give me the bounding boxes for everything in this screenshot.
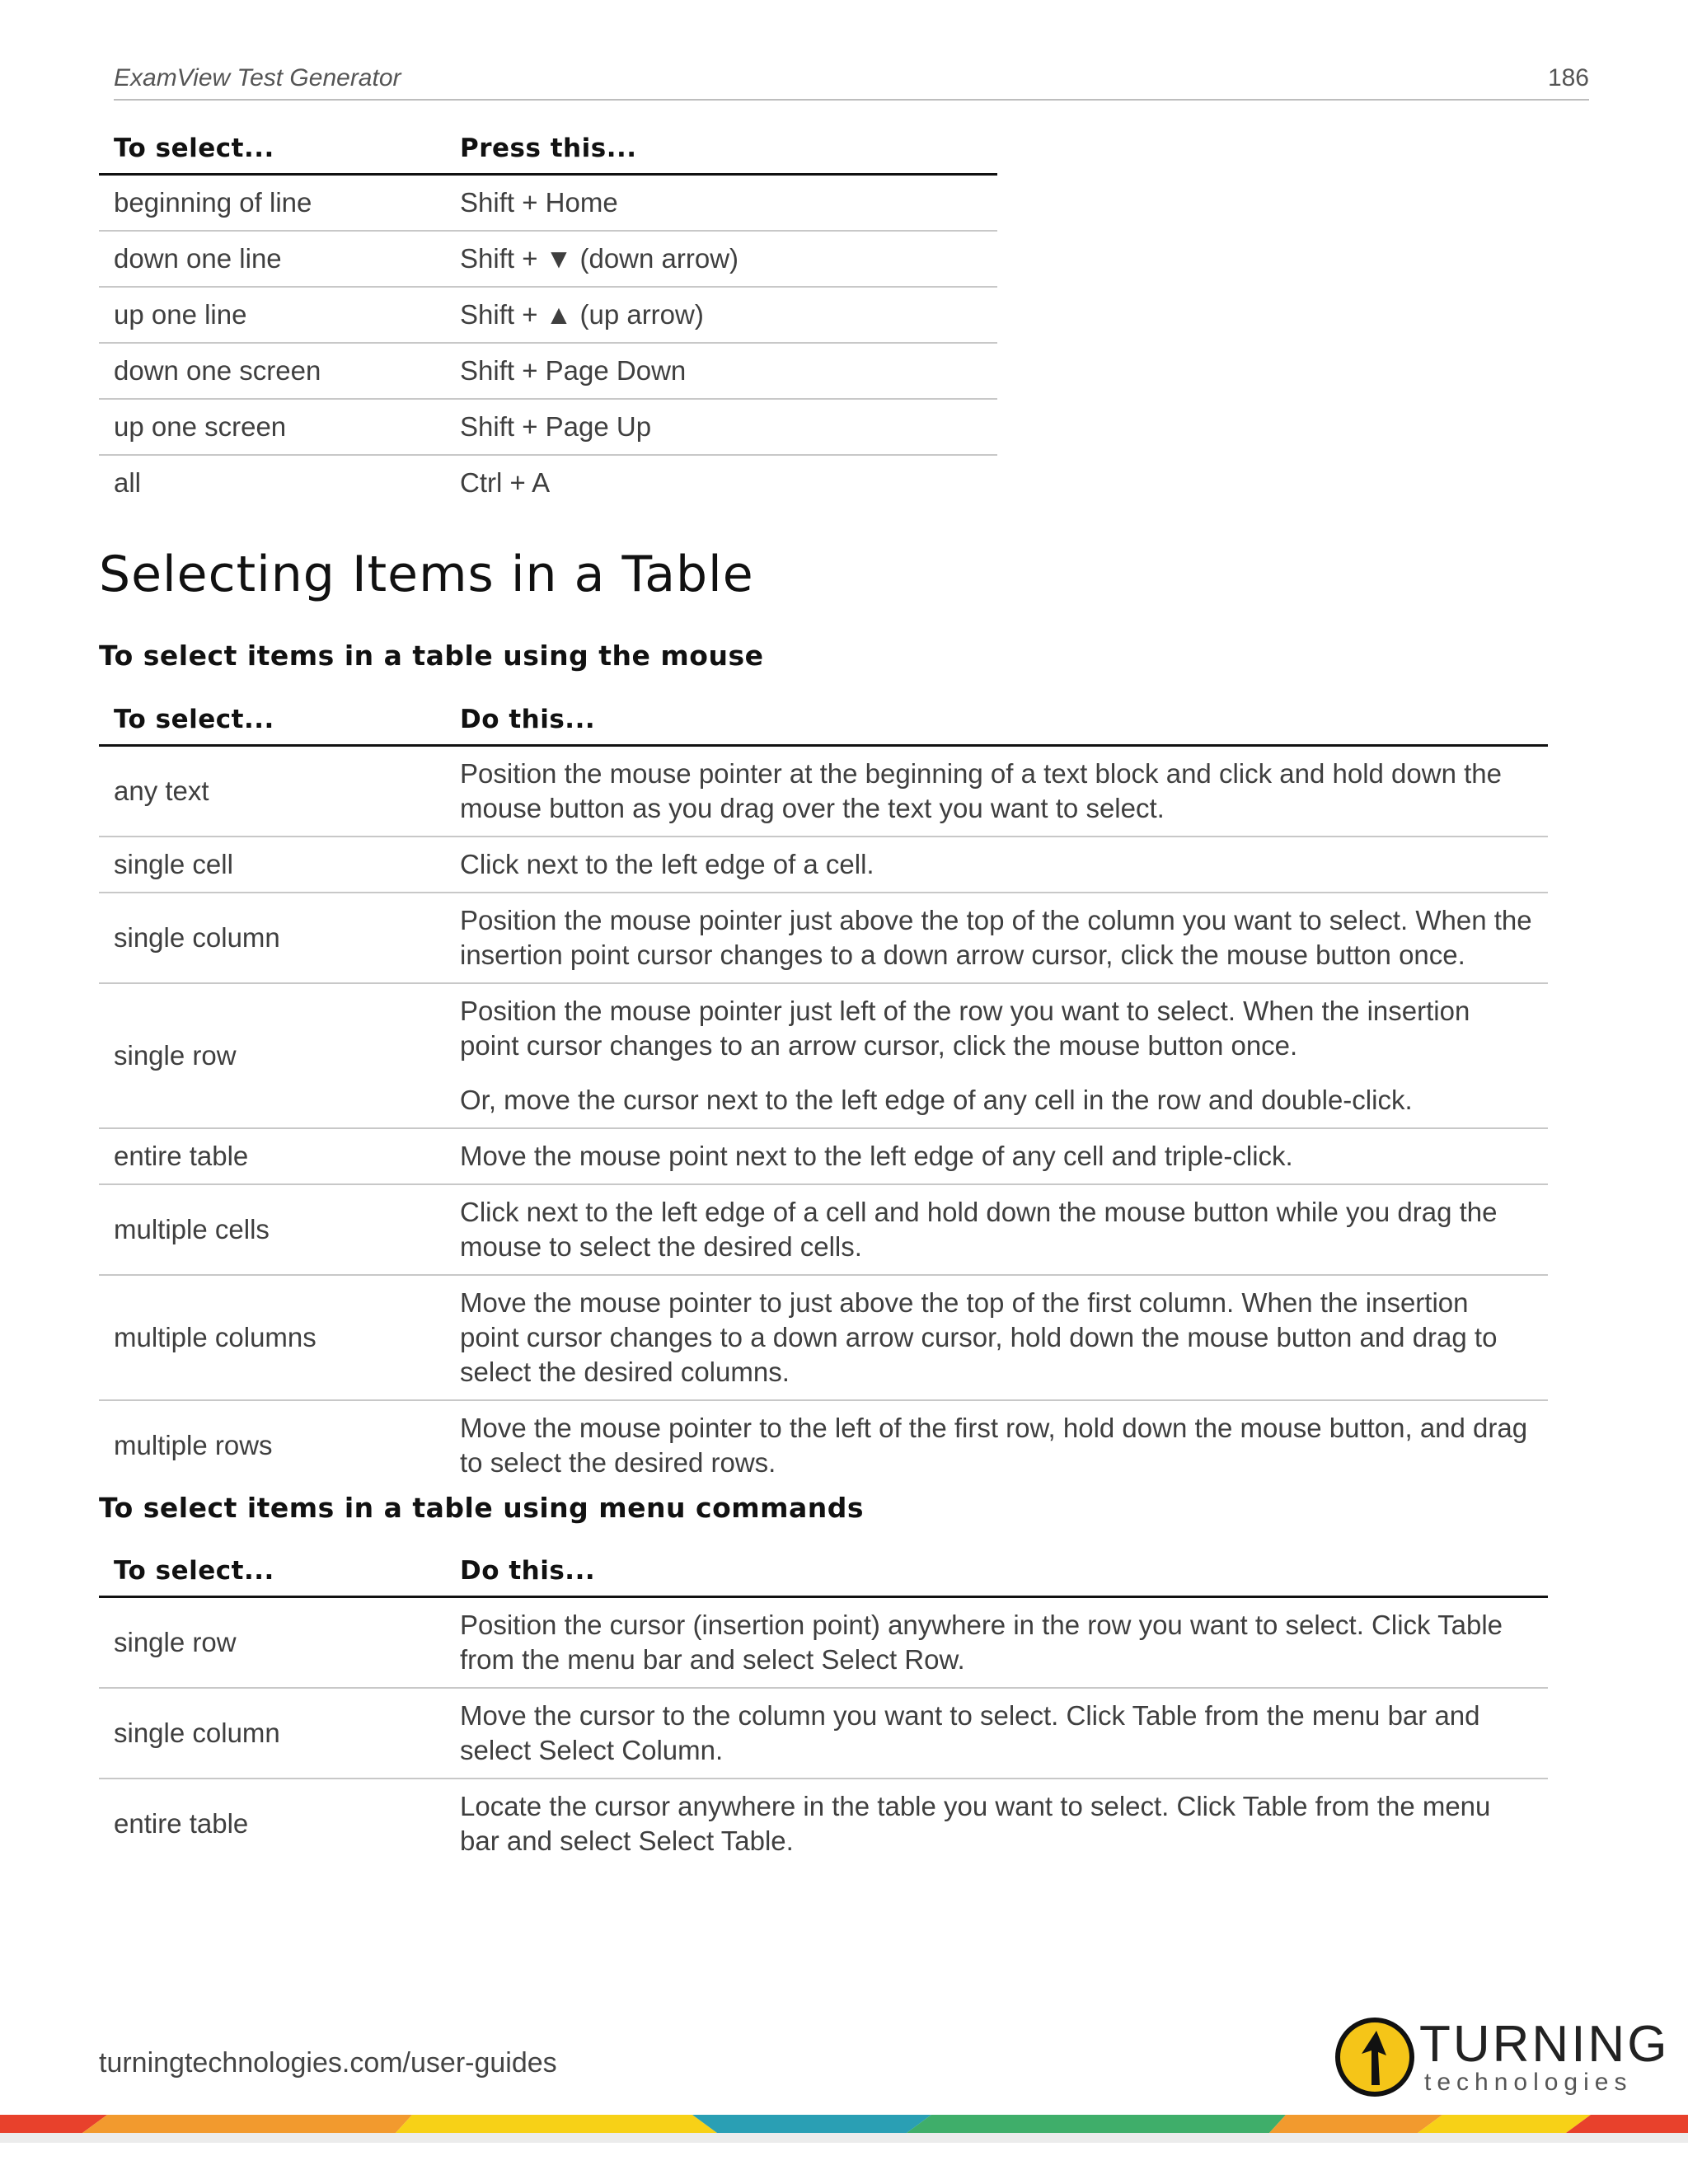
selection-target: single row bbox=[99, 1597, 445, 1689]
key-combination: Ctrl + A bbox=[460, 467, 551, 498]
selection-target: down one line bbox=[99, 231, 445, 287]
table-row bbox=[99, 1597, 1548, 1689]
instruction: Position the cursor (insertion point) anywhere in the row you want to select. Click Table from the menu bar and select Select Row. bbox=[445, 1597, 1548, 1689]
table-row bbox=[99, 1275, 1548, 1400]
instruction: Click next to the left edge of a cell. bbox=[445, 837, 1548, 893]
table-row bbox=[99, 231, 997, 287]
selection-target: single column bbox=[99, 893, 445, 983]
column-header-press-this: Press this... bbox=[445, 120, 997, 175]
footer-color-stripe bbox=[0, 2115, 1688, 2143]
section-title: Selecting Items in a Table bbox=[99, 546, 754, 603]
instruction: Move the mouse point next to the left edge of any cell and triple-click. bbox=[445, 1128, 1548, 1184]
table-row bbox=[99, 343, 997, 399]
instruction: Click next to the left edge of a cell and hold down the mouse button while you drag the mouse to select the desired cells. bbox=[445, 1184, 1548, 1275]
table-header-row bbox=[99, 691, 1548, 746]
table-row bbox=[99, 287, 997, 343]
table-row bbox=[99, 175, 997, 232]
selection-target: multiple columns bbox=[99, 1275, 445, 1400]
table-row bbox=[99, 1688, 1548, 1779]
selection-target: beginning of line bbox=[99, 175, 445, 232]
selection-target: down one screen bbox=[99, 343, 445, 399]
logo-wordmark: TURNING bbox=[1419, 2016, 1670, 2073]
column-header-to-select: To select... bbox=[99, 120, 445, 175]
table-row bbox=[99, 837, 1548, 893]
column-header-do-this: Do this... bbox=[445, 1543, 1548, 1597]
page-header bbox=[114, 61, 1589, 101]
selection-target: multiple cells bbox=[99, 1184, 445, 1275]
table-row bbox=[99, 455, 997, 510]
key-combination: Shift + ▲ (up arrow) bbox=[445, 287, 997, 343]
key-combination: Shift + Page Down bbox=[445, 343, 997, 399]
key-combination: Shift + Home bbox=[445, 175, 997, 232]
instruction: Move the mouse pointer to the left of the first row, hold down the mouse button, and drag to select the desired rows. bbox=[460, 1413, 1528, 1478]
table-row bbox=[99, 983, 1548, 1128]
selection-target: up one screen bbox=[99, 399, 445, 455]
column-header-to-select: To select... bbox=[99, 1543, 445, 1597]
instruction bbox=[445, 983, 1548, 1128]
mouse-subheading: To select items in a table using the mouse bbox=[99, 640, 764, 672]
keyboard-selection-table bbox=[99, 120, 997, 510]
table-row bbox=[99, 746, 1548, 837]
table-row bbox=[99, 1400, 1548, 1490]
table-row bbox=[99, 399, 997, 455]
selection-target: single cell bbox=[99, 837, 445, 893]
arrow-up-circle-icon bbox=[1335, 2018, 1414, 2097]
selection-target: single column bbox=[99, 1688, 445, 1779]
selection-target: multiple rows bbox=[114, 1430, 273, 1460]
column-header-to-select: To select... bbox=[99, 691, 445, 746]
page-number: 186 bbox=[1547, 64, 1589, 91]
menu-selection-table bbox=[99, 1543, 1548, 1868]
logo-subtitle: technologies bbox=[1424, 2069, 1633, 2096]
instruction: Move the cursor to the column you want to select. Click Table from the menu bar and select Select Column. bbox=[445, 1688, 1548, 1779]
instruction-paragraph: Position the mouse pointer just left of the row you want to select. When the insertion point cursor changes to an arrow cursor, click the mouse button once. bbox=[460, 996, 1470, 1061]
instruction-paragraph: Or, move the cursor next to the left edge of any cell in the row and double-click. bbox=[460, 1085, 1413, 1115]
key-combination: Shift + Page Up bbox=[445, 399, 997, 455]
selection-target: all bbox=[114, 467, 142, 498]
column-header-do-this: Do this... bbox=[445, 691, 1548, 746]
turning-technologies-logo bbox=[1335, 2016, 1670, 2098]
instruction: Position the mouse pointer just above the top of the column you want to select. When the insertion point cursor changes to a down arrow cursor, click the mouse button once. bbox=[445, 893, 1548, 983]
table-row bbox=[99, 1184, 1548, 1275]
table-header-row bbox=[99, 120, 997, 175]
selection-target: entire table bbox=[99, 1128, 445, 1184]
instruction: Position the mouse pointer at the beginning of a text block and click and hold down the mouse button as you drag over the text you want to select. bbox=[445, 746, 1548, 837]
table-row bbox=[99, 1779, 1548, 1868]
document-title: ExamView Test Generator bbox=[114, 64, 401, 91]
instruction: Move the mouse pointer to just above the top of the first column. When the insertion point cursor changes to a down arrow cursor, hold down the mouse button and drag to select the desired columns. bbox=[445, 1275, 1548, 1400]
key-combination: Shift + ▼ (down arrow) bbox=[445, 231, 997, 287]
mouse-selection-table bbox=[99, 691, 1548, 1490]
selection-target: entire table bbox=[114, 1808, 249, 1839]
table-row bbox=[99, 893, 1548, 983]
table-row bbox=[99, 1128, 1548, 1184]
selection-target: up one line bbox=[99, 287, 445, 343]
instruction: Locate the cursor anywhere in the table you want to select. Click Table from the menu bar and select Select Table. bbox=[460, 1791, 1491, 1856]
selection-target: single row bbox=[99, 983, 445, 1128]
table-header-row bbox=[99, 1543, 1548, 1597]
selection-target: any text bbox=[99, 746, 445, 837]
footer-url: turningtechnologies.com/user-guides bbox=[99, 2047, 557, 2079]
menu-subheading: To select items in a table using menu commands bbox=[99, 1492, 865, 1524]
